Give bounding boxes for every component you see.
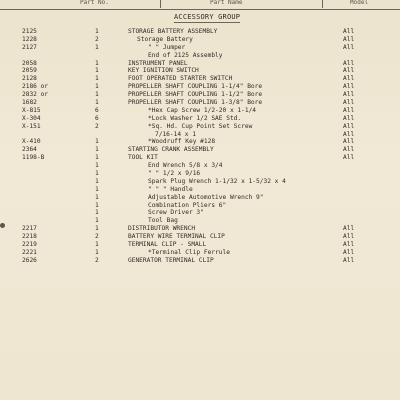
model: All bbox=[343, 67, 355, 75]
part-description: End of 2125 Assembly bbox=[148, 51, 223, 59]
model: All bbox=[343, 146, 355, 154]
model: All bbox=[343, 225, 355, 233]
part-description: PROPELLER SHAFT COUPLING 1-1/4" Bore bbox=[128, 83, 263, 91]
table-row bbox=[0, 202, 400, 210]
part-description: Storage Battery bbox=[137, 35, 193, 43]
quantity: 1 bbox=[95, 59, 99, 67]
part-number: 2186 or bbox=[22, 83, 49, 91]
table-row bbox=[0, 217, 400, 225]
part-number: 2832 or bbox=[22, 91, 49, 99]
table-row bbox=[0, 178, 400, 186]
part-description: *Terminal Clip Ferrule bbox=[148, 248, 230, 256]
part-description: Combination Pliers 6" bbox=[148, 201, 227, 209]
part-number: X-151 bbox=[22, 122, 41, 130]
quantity: 6 bbox=[95, 114, 99, 122]
part-number: 2364 bbox=[22, 146, 37, 154]
table-row bbox=[0, 257, 400, 265]
part-number: X-304 bbox=[22, 114, 41, 122]
table-row bbox=[0, 83, 400, 91]
header-part-name: Part Name bbox=[210, 0, 243, 6]
part-description: STORAGE BATTERY ASSEMBLY bbox=[128, 28, 218, 35]
table-row bbox=[0, 91, 400, 99]
table-row bbox=[0, 75, 400, 83]
table-row bbox=[0, 107, 400, 115]
part-description: TERMINAL CLIP - SMALL bbox=[128, 241, 207, 249]
table-row bbox=[0, 146, 400, 154]
model: All bbox=[343, 130, 355, 138]
part-description: KEY IGNITION SWITCH bbox=[128, 67, 199, 75]
model: All bbox=[343, 99, 355, 107]
table-row bbox=[0, 194, 400, 202]
table-row bbox=[0, 154, 400, 162]
part-number: 1228 bbox=[22, 35, 37, 43]
model: All bbox=[343, 233, 355, 241]
model: All bbox=[343, 59, 355, 67]
part-description: " " 1/2 x 9/16 bbox=[148, 170, 201, 178]
table-row bbox=[0, 99, 400, 107]
table-row bbox=[0, 60, 400, 68]
quantity: 1 bbox=[95, 43, 99, 51]
table-row bbox=[0, 36, 400, 44]
quantity: 1 bbox=[95, 146, 99, 154]
part-description: *Hex Cap Screw 1/2-20 x 1-1/4 bbox=[148, 106, 257, 114]
header-model: Model bbox=[350, 0, 369, 6]
table-row bbox=[0, 241, 400, 249]
part-description: FOOT OPERATED STARTER SWITCH bbox=[128, 75, 233, 83]
part-number: 2217 bbox=[22, 225, 37, 233]
table-row bbox=[0, 28, 400, 36]
table-row bbox=[0, 52, 400, 60]
model: All bbox=[343, 43, 355, 51]
part-number: 1682 bbox=[22, 99, 37, 107]
part-description: Adjustable Automotive Wrench 9" bbox=[148, 193, 264, 201]
part-description: " " Jumper bbox=[148, 43, 186, 51]
quantity: 1 bbox=[95, 185, 99, 193]
quantity: 1 bbox=[95, 75, 99, 83]
quantity: 1 bbox=[95, 193, 99, 201]
group-title: ACCESSORY GROUP bbox=[174, 13, 241, 21]
part-description: PROPELLER SHAFT COUPLING 1-1/2" Bore bbox=[128, 91, 263, 99]
model: All bbox=[343, 114, 355, 122]
table-row bbox=[0, 123, 400, 131]
table-row bbox=[0, 138, 400, 146]
table-row bbox=[0, 131, 400, 139]
table-row bbox=[0, 170, 400, 178]
part-description: End Wrench 5/8 x 3/4 bbox=[148, 162, 223, 170]
quantity: 1 bbox=[95, 28, 99, 35]
model: All bbox=[343, 75, 355, 83]
table-row bbox=[0, 249, 400, 257]
part-description: *Sq. Hd. Cup Point Set Screw bbox=[148, 122, 253, 130]
part-description: Tool Bag bbox=[148, 217, 178, 225]
part-number: 2125 bbox=[22, 28, 37, 35]
quantity: 6 bbox=[95, 106, 99, 114]
part-number: 2059 bbox=[22, 67, 37, 75]
part-description: *Woodruff Key #128 bbox=[148, 138, 216, 146]
part-description: STARTING CRANK ASSEMBLY bbox=[128, 146, 214, 154]
quantity: 2 bbox=[95, 35, 99, 43]
part-number: 2128 bbox=[22, 75, 37, 83]
punch-hole bbox=[0, 223, 5, 228]
part-description: BATTERY WIRE TERMINAL CLIP bbox=[128, 233, 225, 241]
quantity: 2 bbox=[95, 122, 99, 130]
table-row bbox=[0, 67, 400, 75]
table-row bbox=[0, 186, 400, 194]
parts-table bbox=[0, 28, 400, 265]
quantity: 1 bbox=[95, 170, 99, 178]
quantity: 1 bbox=[95, 225, 99, 233]
quantity: 1 bbox=[95, 138, 99, 146]
quantity: 2 bbox=[95, 256, 99, 264]
model: All bbox=[343, 154, 355, 162]
part-description: PROPELLER SHAFT COUPLING 1-3/8" Bore bbox=[128, 99, 263, 107]
part-number: 2626 bbox=[22, 256, 37, 264]
part-description: " " " Handle bbox=[148, 185, 193, 193]
quantity: 1 bbox=[95, 162, 99, 170]
table-row bbox=[0, 225, 400, 233]
model: All bbox=[343, 106, 355, 114]
part-description: Screw Driver 3" bbox=[148, 209, 204, 217]
table-row bbox=[0, 162, 400, 170]
quantity: 1 bbox=[95, 177, 99, 185]
quantity: 1 bbox=[95, 209, 99, 217]
part-number: 2221 bbox=[22, 248, 37, 256]
part-description: DISTRIBUTOR WRENCH bbox=[128, 225, 196, 233]
model: All bbox=[343, 91, 355, 99]
part-description: GENERATOR TERMINAL CLIP bbox=[128, 256, 214, 264]
header-part-no: Part No. bbox=[80, 0, 109, 6]
part-number: X-410 bbox=[22, 138, 41, 146]
part-number: 2218 bbox=[22, 233, 37, 241]
part-description: INSTRUMENT PANEL bbox=[128, 59, 188, 67]
model: All bbox=[343, 256, 355, 264]
part-number: 2058 bbox=[22, 59, 37, 67]
model: All bbox=[343, 28, 355, 35]
part-number: 1198-B bbox=[22, 154, 45, 162]
quantity: 1 bbox=[95, 154, 99, 162]
part-description: Spark Plug Wrench 1-1/32 x 1-5/32 x 4 bbox=[148, 177, 286, 185]
part-number: X-815 bbox=[22, 106, 41, 114]
quantity: 1 bbox=[95, 83, 99, 91]
part-description: 7/16-14 x 1 bbox=[155, 130, 196, 138]
quantity: 1 bbox=[95, 91, 99, 99]
model: All bbox=[343, 248, 355, 256]
quantity: 1 bbox=[95, 217, 99, 225]
header-divider bbox=[322, 0, 323, 8]
column-header-strip bbox=[0, 0, 400, 10]
table-row bbox=[0, 233, 400, 241]
model: All bbox=[343, 241, 355, 249]
quantity: 2 bbox=[95, 233, 99, 241]
table-row bbox=[0, 44, 400, 52]
quantity: 1 bbox=[95, 67, 99, 75]
model: All bbox=[343, 35, 355, 43]
table-row bbox=[0, 209, 400, 217]
table-row bbox=[0, 115, 400, 123]
model: All bbox=[343, 83, 355, 91]
quantity: 1 bbox=[95, 99, 99, 107]
part-number: 2219 bbox=[22, 241, 37, 249]
part-number: 2127 bbox=[22, 43, 37, 51]
quantity: 1 bbox=[95, 248, 99, 256]
header-divider bbox=[160, 0, 161, 8]
model: All bbox=[343, 138, 355, 146]
part-description: *Lock Washer 1/2 SAE Std. bbox=[148, 114, 242, 122]
quantity: 1 bbox=[95, 201, 99, 209]
quantity: 1 bbox=[95, 241, 99, 249]
model: All bbox=[343, 122, 355, 130]
part-description: TOOL KIT bbox=[128, 154, 158, 162]
